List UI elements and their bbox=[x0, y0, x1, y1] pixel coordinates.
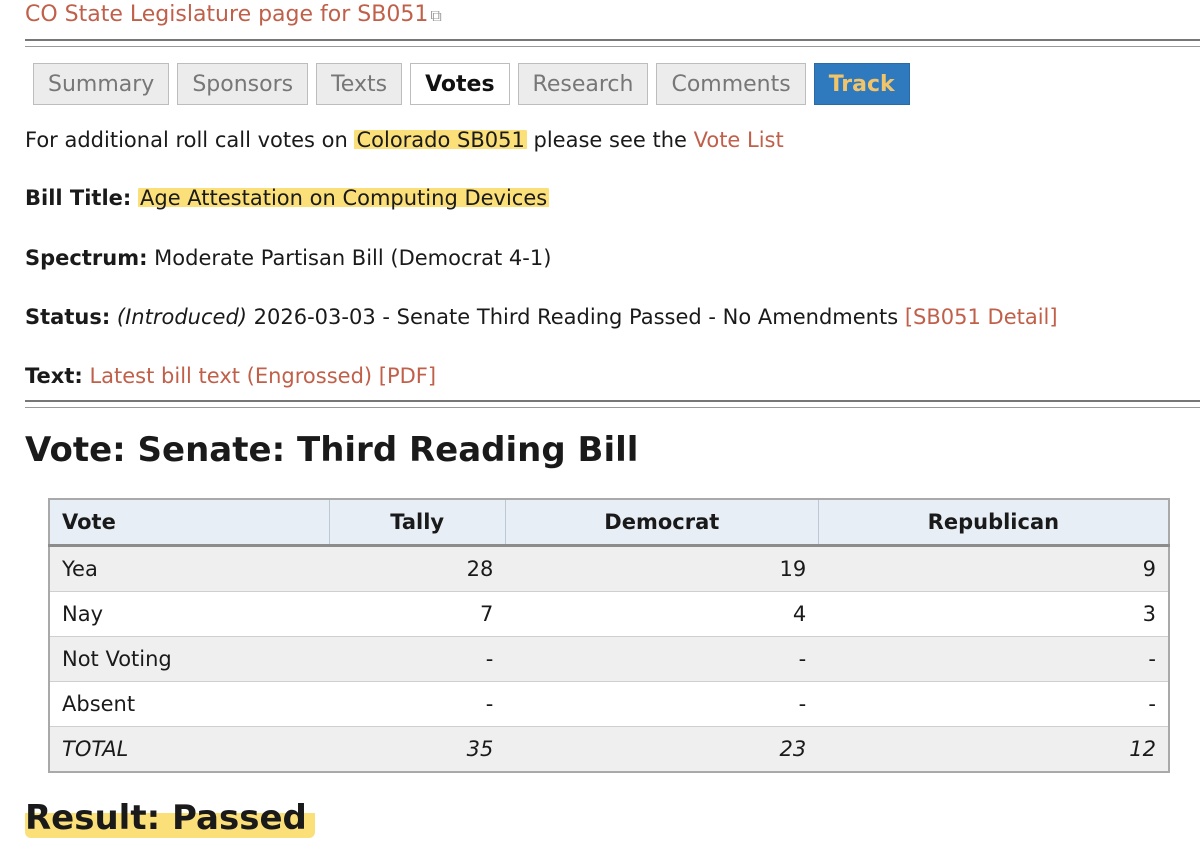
tally-cell: 28 bbox=[329, 546, 505, 592]
tally-cell: - bbox=[329, 682, 505, 727]
status-row bbox=[25, 305, 1058, 329]
bill-title-value: Age Attestation on Computing Devices bbox=[140, 186, 548, 210]
text-label: Text: bbox=[25, 364, 83, 388]
column-header: Democrat bbox=[505, 499, 818, 546]
tab-comments[interactable]: Comments bbox=[656, 63, 805, 105]
spectrum-label: Spectrum: bbox=[25, 246, 148, 270]
democrat-cell: - bbox=[505, 682, 818, 727]
bill-title-row bbox=[25, 186, 549, 210]
vote-type-cell: TOTAL bbox=[49, 727, 329, 773]
vote-table bbox=[48, 498, 1170, 773]
republican-cell: 9 bbox=[818, 546, 1169, 592]
tab-summary[interactable]: Summary bbox=[33, 63, 169, 105]
external-link-icon: ⧉ bbox=[430, 6, 442, 25]
vote-list-notice bbox=[25, 128, 784, 152]
table-row bbox=[49, 682, 1169, 727]
democrat-cell: 19 bbox=[505, 546, 818, 592]
table-header-row bbox=[49, 499, 1169, 546]
republican-cell: - bbox=[818, 682, 1169, 727]
table-row bbox=[49, 546, 1169, 592]
vote-list-link[interactable]: Vote List bbox=[693, 128, 784, 152]
vote-type-cell: Yea bbox=[49, 546, 329, 592]
status-value: 2026-03-03 - Senate Third Reading Passed - No Amendments bbox=[246, 305, 905, 329]
co-legislature-link[interactable] bbox=[25, 2, 442, 27]
divider bbox=[25, 39, 1200, 47]
column-header: Republican bbox=[818, 499, 1169, 546]
vote-heading: Vote: Senate: Third Reading Bill bbox=[25, 430, 639, 470]
tab-bar bbox=[33, 63, 910, 105]
table-total-row bbox=[49, 727, 1169, 773]
bill-detail-link[interactable]: [SB051 Detail] bbox=[904, 305, 1058, 329]
vote-type-cell: Nay bbox=[49, 592, 329, 637]
democrat-cell: 23 bbox=[505, 727, 818, 773]
bill-text-link[interactable]: Latest bill text (Engrossed) [PDF] bbox=[89, 364, 437, 388]
table-row bbox=[49, 637, 1169, 682]
bill-title-label: Bill Title: bbox=[25, 186, 132, 210]
republican-cell: 3 bbox=[818, 592, 1169, 637]
spectrum-row bbox=[25, 246, 551, 270]
divider bbox=[25, 400, 1200, 408]
notice-prefix: For additional roll call votes on bbox=[25, 128, 355, 152]
republican-cell: 12 bbox=[818, 727, 1169, 773]
vote-type-cell: Not Voting bbox=[49, 637, 329, 682]
co-legislature-link-text[interactable]: CO State Legislature page for SB051 bbox=[25, 2, 429, 27]
republican-cell: - bbox=[818, 637, 1169, 682]
bill-id-highlight: Colorado SB051 bbox=[356, 128, 525, 152]
text-row bbox=[25, 364, 436, 388]
table-row bbox=[49, 592, 1169, 637]
spectrum-value: Moderate Partisan Bill (Democrat 4-1) bbox=[154, 246, 552, 270]
status-stage: (Introduced) bbox=[116, 305, 247, 329]
vote-result bbox=[25, 798, 315, 838]
tally-cell: 7 bbox=[329, 592, 505, 637]
track-button[interactable]: Track bbox=[814, 63, 910, 105]
tab-texts[interactable]: Texts bbox=[316, 63, 402, 105]
democrat-cell: 4 bbox=[505, 592, 818, 637]
column-header: Vote bbox=[49, 499, 329, 546]
column-header: Tally bbox=[329, 499, 505, 546]
tab-sponsors[interactable]: Sponsors bbox=[177, 63, 308, 105]
tally-cell: - bbox=[329, 637, 505, 682]
status-label: Status: bbox=[25, 305, 111, 329]
vote-type-cell: Absent bbox=[49, 682, 329, 727]
notice-middle: please see the bbox=[526, 128, 694, 152]
tally-cell: 35 bbox=[329, 727, 505, 773]
vote-result-text: Result: Passed bbox=[25, 798, 315, 838]
tab-research[interactable]: Research bbox=[518, 63, 649, 105]
democrat-cell: - bbox=[505, 637, 818, 682]
tab-votes[interactable]: Votes bbox=[410, 63, 509, 105]
